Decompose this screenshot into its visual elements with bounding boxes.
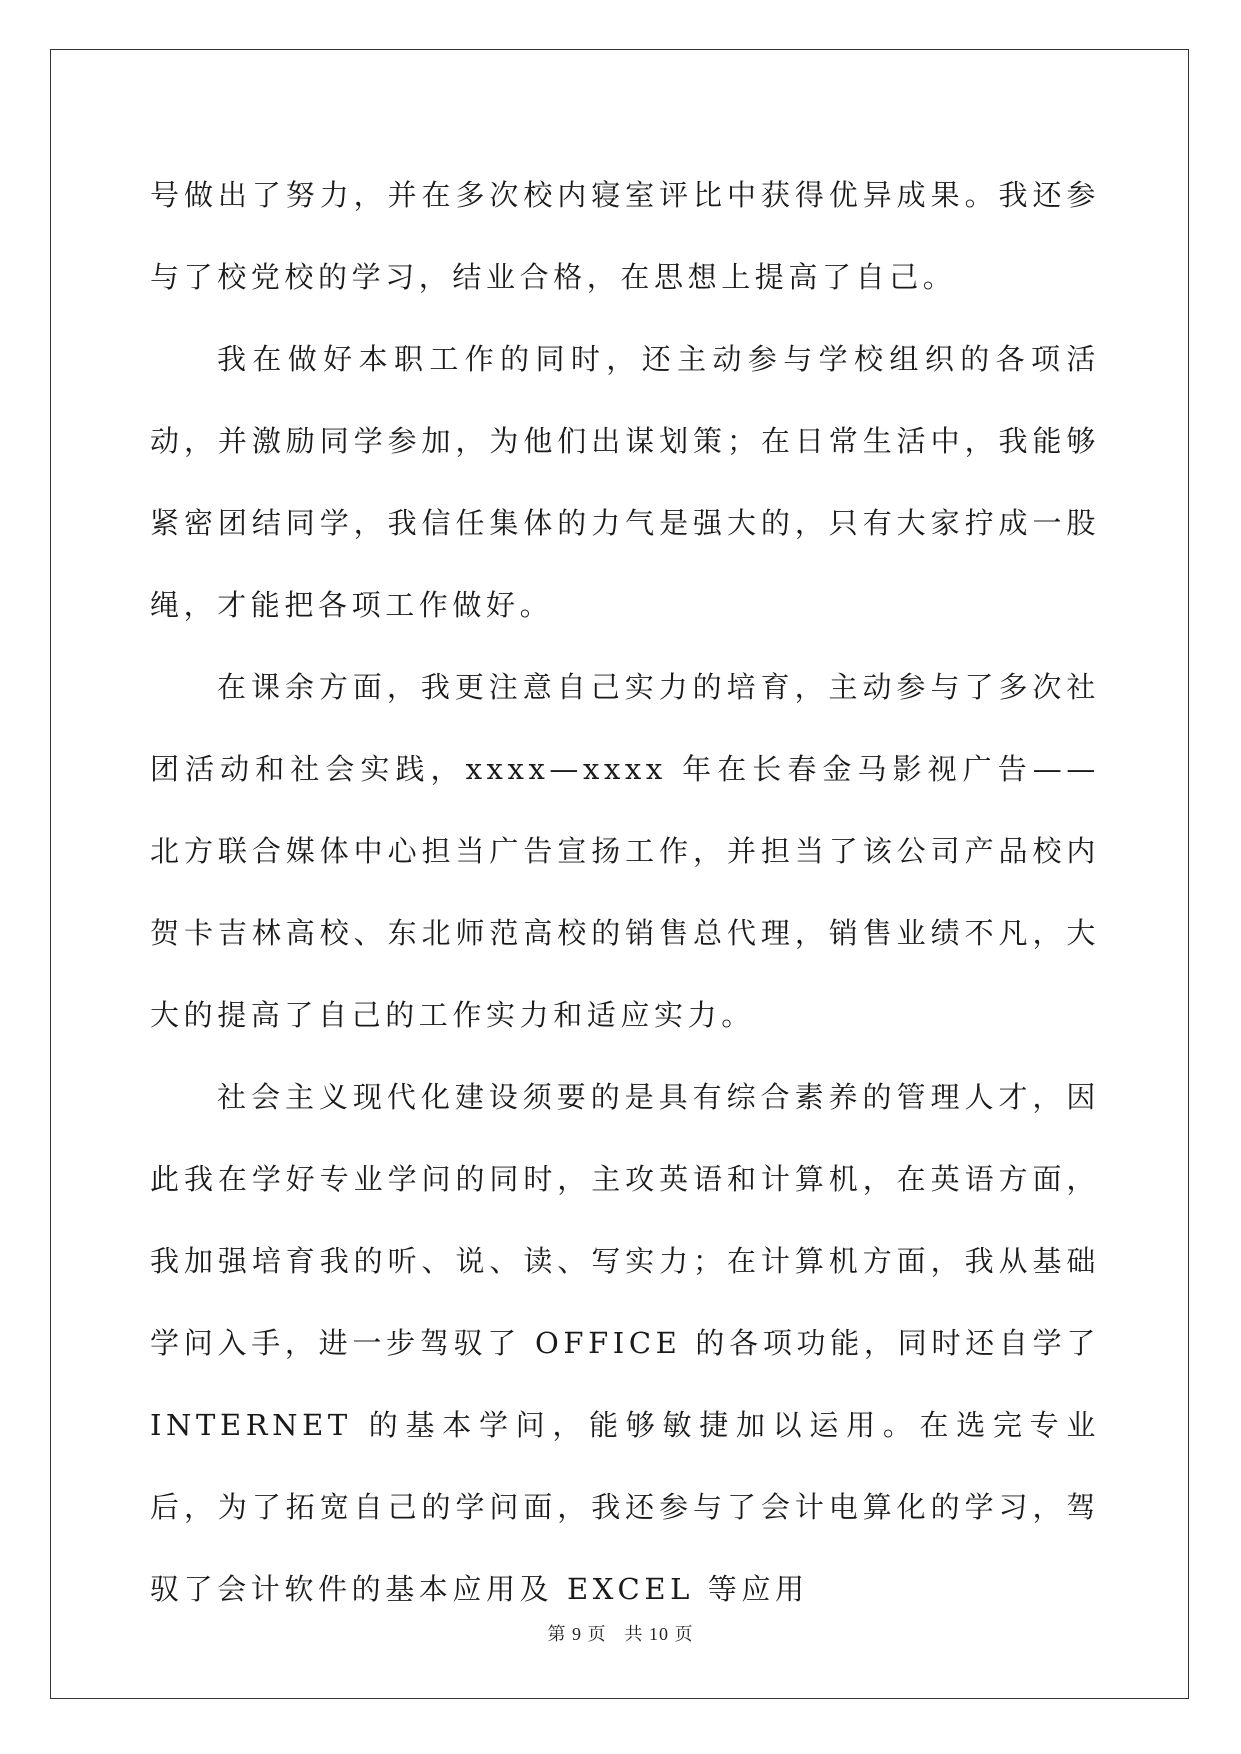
page-footer bbox=[0, 1620, 1241, 1646]
page-number: 第 9 页 bbox=[547, 1624, 607, 1644]
document-body bbox=[150, 154, 1100, 1630]
paragraph-1: 号做出了努力，并在多次校内寝室评比中获得优异成果。我还参与了校党校的学习，结业合格，在思想上提高了自己。 bbox=[150, 178, 1100, 294]
paragraph-4: 社会主义现代化建设须要的是具有综合素养的管理人才，因此我在学好专业学问的同时，主攻英语和计算机，在英语方面，我加强培育我的听、说、读、写实力；在计算机方面，我从基础学问入手，进一步驾驭了 OFFICE 的各项功能，同时还自学了 INTERNET 的基本学问，能够敏捷加以运用。在选完专业后，为了拓宽自己的学问面，我还参与了会计电算化的学习，驾驭了会计软件的基本应用及 EXCEL 等应用 bbox=[150, 1080, 1100, 1606]
page-total: 共 10 页 bbox=[624, 1624, 694, 1644]
paragraph-2: 我在做好本职工作的同时，还主动参与学校组织的各项活动，并激励同学参加，为他们出谋划策；在日常生活中，我能够紧密团结同学，我信任集体的力气是强大的，只有大家拧成一股绳，才能把各项工作做好。 bbox=[150, 342, 1100, 622]
paragraph-3: 在课余方面，我更注意自己实力的培育，主动参与了多次社团活动和社会实践，xxxx—xxxx 年在长春金马影视广告——北方联合媒体中心担当广告宣扬工作，并担当了该公司产品校内贺卡吉林高校、东北师范高校的销售总代理，销售业绩不凡，大大的提高了自己的工作实力和适应实力。 bbox=[150, 670, 1100, 1032]
